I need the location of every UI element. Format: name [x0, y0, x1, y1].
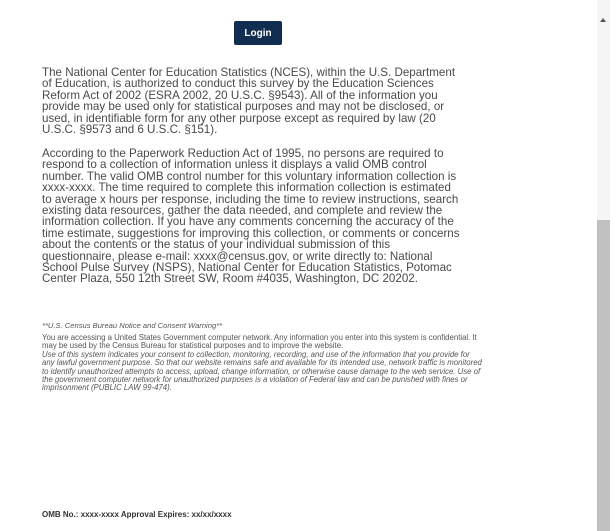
- paperwork-reduction-paragraph: According to the Paperwork Reduction Act of 1995, no persons are required to respond to a collection of information unless it displays a valid OMB control number. The valid OMB control number for this voluntary information collection is xxxx-xxxx. The time required to complete this information collection is estimated to average x hours per response, including the time to review instructions, search existing data resources, gather the data needed, and complete and review the information collection. If you have any comments concerning the accuracy of the time estimate, suggestions for improving this collection, or comments or concerns about the contents or the status of your individual submission of this questionnaire, please e-mail: xxxx@census.gov, or write directly to: National School Pulse Survey (NSPS), National Center for Education Statistics, Potomac Center Plaza, 550 12th Street SW, Room #4035, Washington, DC 20202.: [42, 147, 460, 286]
- notice-title: **U.S. Census Bureau Notice and Consent Warning**: [42, 321, 223, 330]
- nces-authority-paragraph: The National Center for Education Statistics (NCES), within the U.S. Department of Education, is authorized to conduct this survey by the Education Sciences Reform Act of 2002 (ESRA 2002, 20 U.S.C. §9543). All of the information you provide may be used only for statistical purposes and may not be disclosed, or used, in identifiable form for any other purpose except as required by law (20 U.S.C. §9573 and 6 U.S.C. §151).: [42, 66, 456, 137]
- login-button[interactable]: Login: [234, 21, 282, 45]
- scroll-up-arrow-icon[interactable]: [600, 18, 606, 22]
- consent-warning: [42, 334, 482, 393]
- consent-warning-italic: Use of this system indicates your consent to collection, monitoring, recording, and use of the information that you provide for any lawful government purpose. So that our website remains safe and available for its intended use, network traffic is monitored to identify unauthorized attempts to access, upload, change information, or otherwise cause damage to the web service. Use of the government computer network for unauthorized purposes is a violation of Federal law and can be punished with fines or imprisonment (PUBLIC LAW 99-474).: [42, 349, 482, 393]
- omb-approval: OMB No.: xxxx-xxxx Approval Expires: xx/xx/xxxx: [42, 510, 232, 519]
- scrollbar-thumb[interactable]: [597, 220, 610, 531]
- consent-warning-body: You are accessing a United States Government computer network. Any information you enter into this system is confidential. It may be used by the Census Bureau for statistical purposes and to improve the website.: [42, 333, 477, 351]
